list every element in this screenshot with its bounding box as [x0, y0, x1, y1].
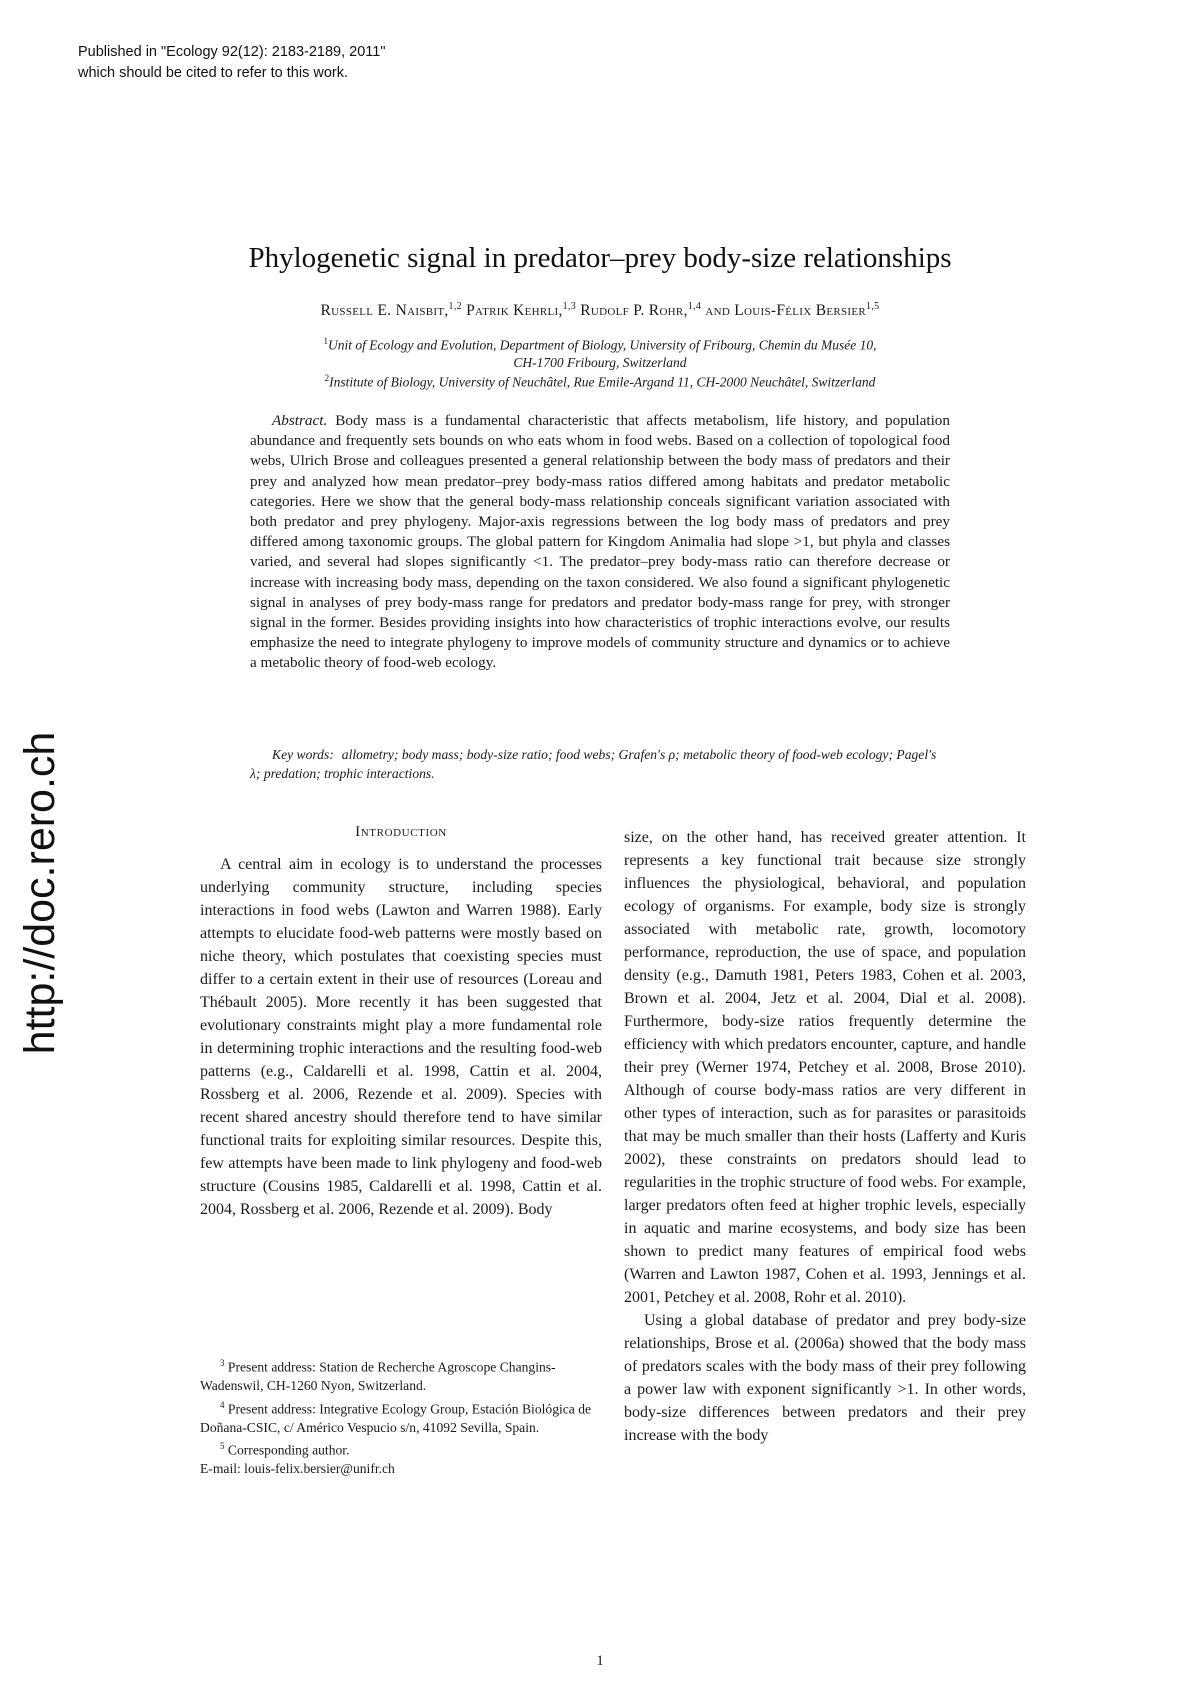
author-name: Russell E. Naisbit, — [320, 302, 449, 320]
author-affil-marker: 1,5 — [866, 301, 880, 312]
author-1 — [321, 302, 462, 319]
keywords — [250, 746, 950, 783]
footnote-marker: 4 — [220, 1399, 225, 1410]
author-4 — [705, 302, 879, 319]
author-3 — [580, 302, 701, 319]
affiliation-text: Unit of Ecology and Evolution, Department of Biology, University of Fribourg, Chemin du Musée 10, — [328, 337, 877, 353]
abstract-text: Body mass is a fundamental characteristic that affects metabolism, life history, and population abundance and frequently sets bounds on who eats whom in food webs. Based on a collection of topological food webs, Ulrich Brose and colleagues presented a general relationship between the body mass of predators and their prey and analyzed how mean predator–prey body-mass ratios differed among habitats and predator metabolic categories. Here we show that the general body-mass relationship conceals significant variation associated with both predator and prey phylogeny. Major-axis regressions between the log body mass of predators and prey differed among taxonomic groups. The global pattern for Kingdom Animalia had slope >1, but phyla and classes varied, and several had slopes significantly <1. The predator–prey body-mass ratio can therefore decrease or increase with increasing body mass, depending on the taxon considered. We also found a significant phylogenetic signal in analyses of prey body-mass range for predators and predator body-mass range for prey, with stronger signal in the former. Besides providing insights into how characteristics of trophic interactions evolve, our results emphasize the need to integrate phylogeny to improve models of community structure and dynamics or to achieve a metabolic theory of food-web ecology. — [250, 412, 950, 672]
repository-url[interactable]: http://doc.rero.ch — [16, 731, 64, 1055]
keywords-label: Key words: — [272, 747, 334, 762]
corresponding-email[interactable]: E-mail: louis-felix.bersier@unifr.ch — [200, 1461, 395, 1477]
intro-paragraph-1-continued: size, on the other hand, has received greater attention. It represents a key functional trait because size strongly influences the physiological, behavioral, and population ecology of organisms. For example, body size is strongly associated with metabolic rate, growth, locomotory performance, reproduction, the use of space, and population density (e.g., Damuth 1981, Peters 1983, Cohen et al. 2003, Brown et al. 2004, Jetz et al. 2004, Dial et al. 2008). Furthermore, body-size ratios frequently determine the efficiency with which predators encounter, capture, and handle their prey (Werner 1974, Petchey et al. 2008, Brose 2010). Although of course body-mass ratios are very different in other types of interaction, such as for parasites or parasitoids that may be much smaller than their hosts (Lafferty and Kuris 2002), these constraints on predators should lead to regularities in the trophic structure of food webs. For example, larger predators often feed at higher trophic levels, especially in aquatic and marine ecosystems, and body size has been shown to predict many features of empirical food webs (Warren and Lawton 1987, Cohen et al. 1993, Jennings et al. 2001, Petchey et al. 2008, Rohr et al. 2010). — [624, 829, 1027, 1306]
author-name: and Louis-Félix Bersier — [705, 302, 867, 320]
publication-note-line2: which should be cited to refer to this work. — [78, 65, 348, 81]
footnotes — [200, 1354, 602, 1479]
abstract-label: Abstract. — [272, 412, 328, 429]
author-2 — [466, 302, 576, 319]
affiliation-text-line2: CH-1700 Fribourg, Switzerland — [513, 354, 687, 370]
footnote-3 — [200, 1354, 602, 1396]
footnote-4 — [200, 1396, 602, 1438]
author-list — [150, 297, 1050, 321]
author-name: Rudolf P. Rohr, — [580, 302, 688, 320]
author-affil-marker: 1,2 — [448, 301, 462, 312]
right-column — [624, 826, 1026, 1447]
affiliation-2 — [200, 370, 1000, 391]
footnote-text: Corresponding author. — [227, 1442, 350, 1458]
affiliation-text: Institute of Biology, University of Neuchâtel, Rue Emile-Argand 11, CH-2000 Neuchâtel, Switzerland — [329, 374, 876, 390]
footnote-text: Present address: Integrative Ecology Group, Estación Biológica de Doñana-CSIC, c/ Américo Vespucio s/n, 41092 Sevilla, Spain. — [200, 1401, 592, 1435]
footnote-marker: 5 — [220, 1441, 225, 1452]
footnote-marker: 3 — [220, 1358, 225, 1368]
affiliation-marker: 2 — [324, 373, 330, 383]
page-number: 1 — [596, 1653, 604, 1669]
left-column — [200, 853, 602, 1221]
author-name: Patrik Kehrli, — [466, 302, 563, 320]
section-heading-introduction: Introduction — [355, 824, 447, 840]
footnote-text: Present address: Station de Recherche Agroscope Changins-Wadenswil, CH-1260 Nyon, Switzerland. — [200, 1359, 556, 1394]
affiliation-marker: 1 — [323, 336, 329, 346]
abstract — [250, 411, 950, 674]
footnote-5 — [200, 1437, 602, 1460]
intro-paragraph-2: Using a global database of predator and prey body-size relationships, Brose et al. (2006a) showed that the body mass of predators scales with the body mass of their prey following a power law with exponent significantly >1. In other words, body-size differences between predators and their prey increase with the body — [624, 1312, 1026, 1444]
intro-paragraph-1: A central aim in ecology is to understand the processes underlying community structure, including species interactions in food webs (Lawton and Warren 1988). Early attempts to elucidate food-web patterns were mostly based on niche theory, which postulates that coexisting species must differ to a certain extent in their use of resources (Loreau and Thébault 2005). More recently it has been suggested that evolutionary constraints might play a more fundamental role in determining trophic interactions and the resulting food-web patterns (e.g., Caldarelli et al. 1998, Cattin et al. 2004, Rossberg et al. 2006, Rezende et al. 2009). Species with recent shared ancestry should therefore tend to have similar functional traits for exploiting similar resources. Despite this, few attempts have been made to link phylogeny and food-web structure (Cousins 1985, Caldarelli et al. 1998, Cattin et al. 2004, Rossberg et al. 2006, Rezende et al. 2009). Body — [200, 856, 602, 1218]
affiliation-1 — [200, 333, 1000, 371]
publication-note — [78, 42, 386, 84]
paper-title: Phylogenetic signal in predator–prey body-size relationships — [248, 242, 952, 274]
keywords-text: allometry; body mass; body-size ratio; food webs; Grafen's ρ; metabolic theory of food-web ecology; Pagel's λ; predation; trophic interactions. — [250, 747, 937, 781]
author-affil-marker: 1,4 — [687, 301, 702, 312]
author-affil-marker: 1,3 — [562, 301, 577, 312]
publication-note-line1: Published in "Ecology 92(12): 2183-2189, 2011" — [78, 44, 386, 60]
